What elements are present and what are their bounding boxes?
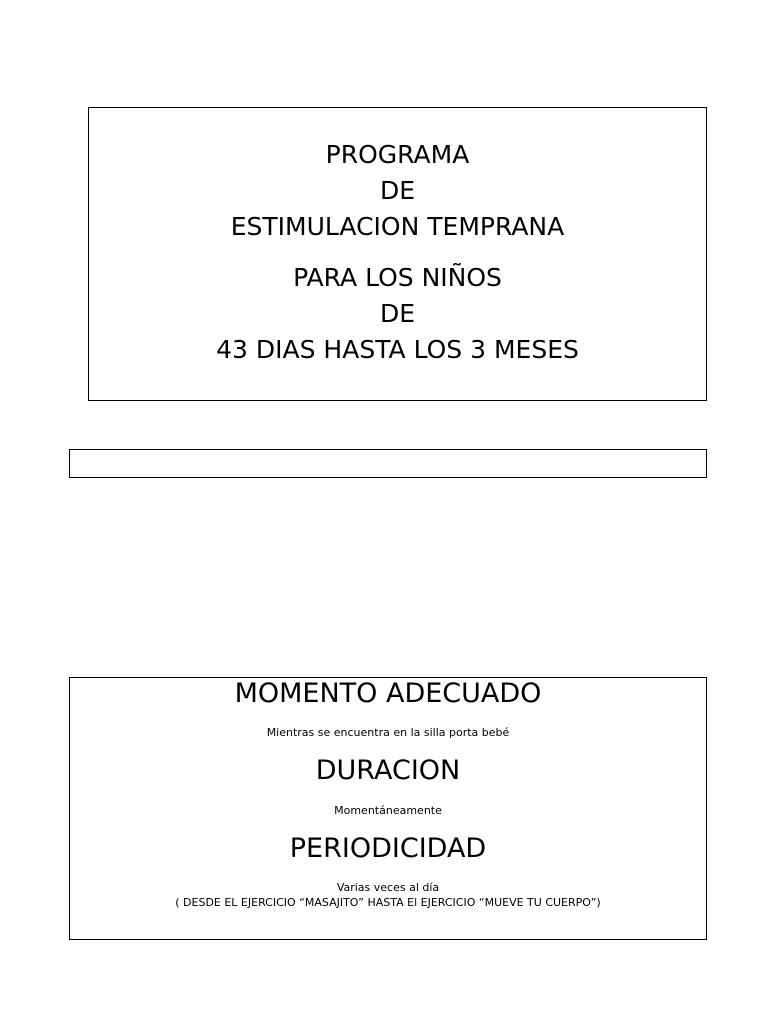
periodicidad-text-2: ( DESDE EL EJERCICIO “MASAJITO” HASTA El EJERCICIO “MUEVE TU CUERPO”)	[175, 896, 601, 909]
title-line-age-range: 43 DIAS HASTA LOS 3 MESES	[216, 335, 579, 364]
title-line-para-los-ninos: PARA LOS NIÑOS	[293, 263, 502, 292]
title-line-programa: PROGRAMA	[325, 140, 470, 169]
title-line-estimulacion: ESTIMULACION TEMPRANA	[230, 212, 565, 241]
title-line-de-2: DE	[379, 299, 416, 328]
program-title-group	[89, 137, 706, 245]
empty-box	[69, 449, 707, 478]
title-line-de: DE	[379, 176, 416, 205]
momento-heading: MOMENTO ADECUADO	[234, 678, 542, 709]
duracion-heading: DURACION	[315, 755, 461, 786]
info-box	[69, 677, 707, 940]
periodicidad-heading: PERIODICIDAD	[289, 833, 487, 864]
periodicidad-text-1: Varias veces al día	[336, 881, 440, 894]
title-box	[88, 107, 707, 401]
duracion-text: Momentáneamente	[334, 804, 442, 817]
audience-title-group	[89, 260, 706, 368]
momento-text: Mientras se encuentra en la silla porta bebé	[266, 726, 510, 739]
